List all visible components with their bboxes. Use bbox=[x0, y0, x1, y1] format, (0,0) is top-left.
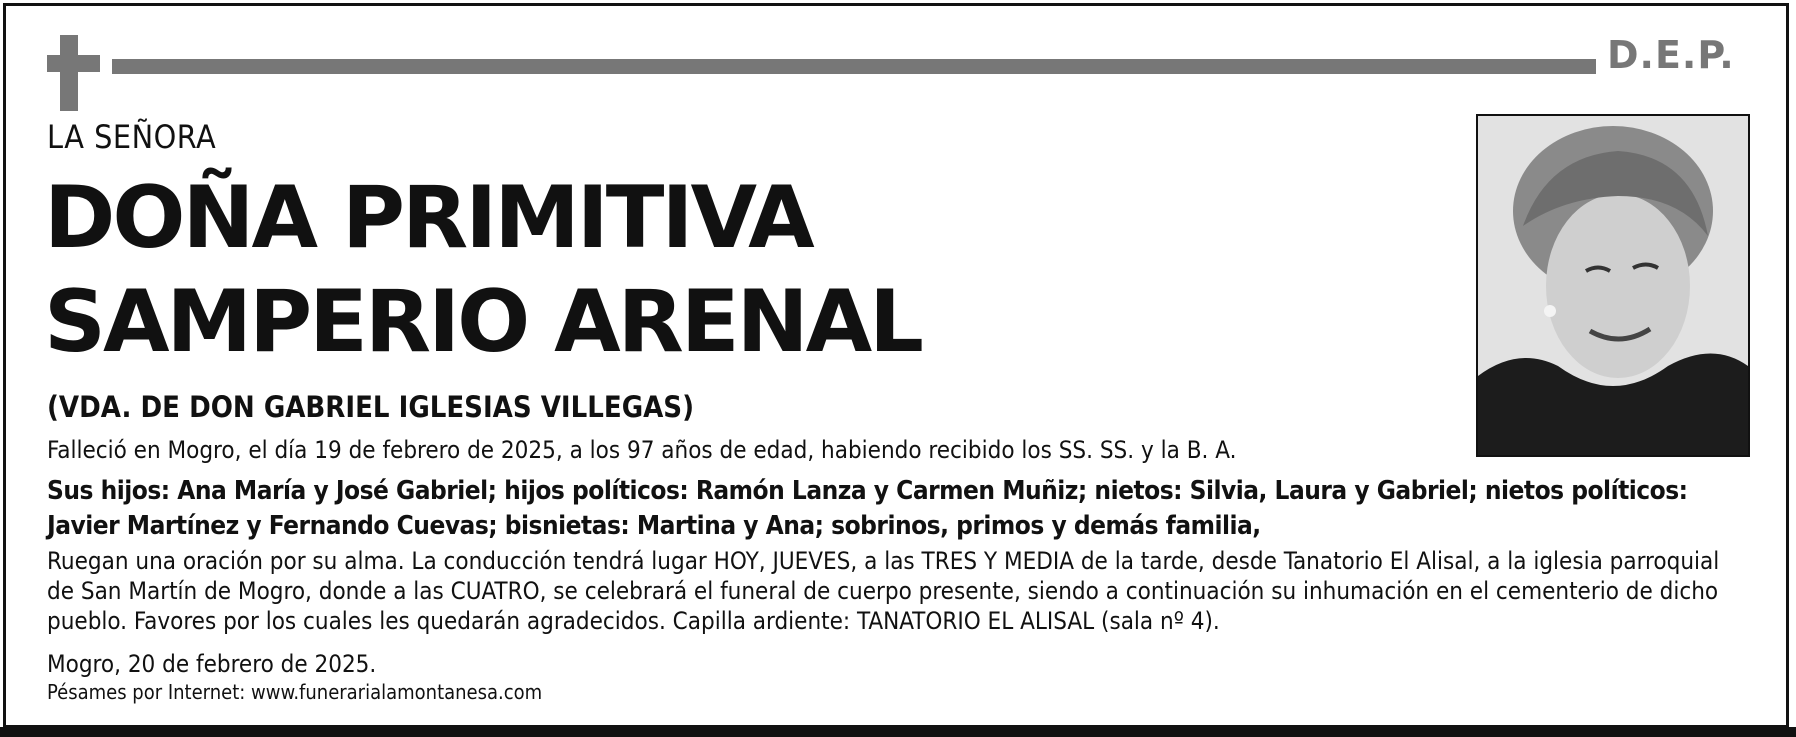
dep-label: D.E.P. bbox=[1607, 33, 1735, 77]
header-rule bbox=[112, 59, 1596, 74]
portrait-image bbox=[1478, 116, 1748, 455]
cross-icon-arm bbox=[47, 55, 100, 72]
family-list: Sus hijos: Ana María y José Gabriel; hijos políticos: Ramón Lanza y Carmen Muñiz; nietos: Silvia, Laura y Gabriel; nietos políticos: Javier Martínez y Fernando Cuevas; bisnietas: Martina y Ana; sobrinos, primos y demás familia, bbox=[47, 476, 1688, 541]
portrait-photo bbox=[1476, 114, 1750, 457]
deceased-name bbox=[44, 166, 921, 374]
widow-of: (VDA. DE DON GABRIEL IGLESIAS VILLEGAS) bbox=[47, 390, 695, 424]
cross-icon bbox=[60, 35, 78, 111]
condolences-link: Pésames por Internet: www.funerarialamontanesa.com bbox=[47, 680, 543, 704]
death-details: Falleció en Mogro, el día 19 de febrero de 2025, a los 97 años de edad, habiendo recibido los SS. SS. y la B. A. bbox=[47, 436, 1237, 464]
deceased-title: LA SEÑORA bbox=[47, 118, 217, 156]
deceased-name-line1: DOÑA PRIMITIVA bbox=[44, 168, 812, 268]
ceremony-details: Ruegan una oración por su alma. La conducción tendrá lugar HOY, JUEVES, a las TRES Y MEDIA de la tarde, desde Tanatorio El Alisal, a la iglesia parroquial de San Martín de Mogro, donde a las CUATRO, se celebrará el funeral de cuerpo presente, siendo a continuación su inhumación en el cementerio de dicho pueblo. Favores por los cuales les quedarán agradecidos. Capilla ardiente: TANATORIO EL ALISAL (sala nº 4). bbox=[47, 547, 1720, 635]
bottom-rule bbox=[0, 727, 1796, 737]
place-date: Mogro, 20 de febrero de 2025. bbox=[47, 650, 377, 678]
deceased-name-line2: SAMPERIO ARENAL bbox=[44, 272, 921, 372]
